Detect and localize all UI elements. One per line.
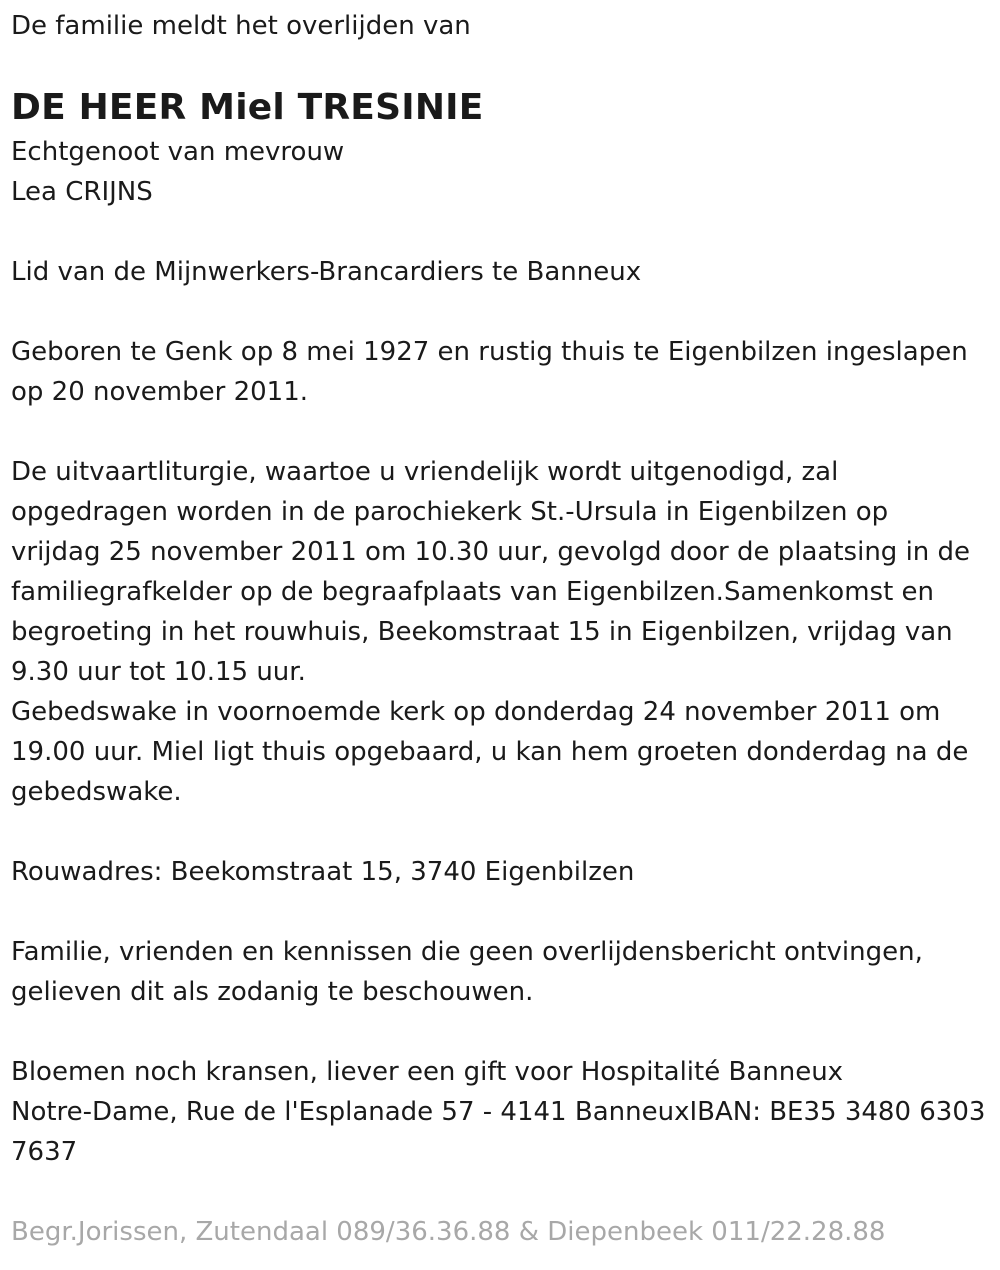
paragraph-line: 7637 xyxy=(11,1137,78,1167)
death-announcement xyxy=(11,0,996,1252)
spacer xyxy=(11,292,996,332)
undertaker-contact: Begr.Jorissen, Zutendaal 089/36.36.88 & Diepenbeek 011/22.28.88 xyxy=(11,1217,886,1247)
paragraph-line: De uitvaartliturgie, waartoe u vriendelijk wordt uitgenodigd, zal xyxy=(11,457,839,487)
spacer xyxy=(11,892,996,932)
paragraph-line: Geboren te Genk op 8 mei 1927 en rustig thuis te Eigenbilzen ingeslapen xyxy=(11,337,968,367)
spacer xyxy=(11,1172,996,1212)
spouse-block xyxy=(11,132,996,212)
donation-paragraph xyxy=(11,1052,996,1172)
notice-paragraph xyxy=(11,932,996,1012)
spacer xyxy=(11,412,996,452)
mourning-address: Rouwadres: Beekomstraat 15, 3740 Eigenbilzen xyxy=(11,857,635,887)
intro-text: De familie meldt het overlijden van xyxy=(11,11,471,41)
funeral-paragraph xyxy=(11,452,996,812)
spacer xyxy=(11,812,996,852)
paragraph-line: 9.30 uur tot 10.15 uur. xyxy=(11,657,306,687)
paragraph-line: vrijdag 25 november 2011 om 10.30 uur, gevolgd door de plaatsing in de xyxy=(11,537,971,567)
paragraph-line: familiegrafkelder op de begraafplaats van Eigenbilzen.Samenkomst en xyxy=(11,577,935,607)
paragraph-line: gelieven dit als zodanig te beschouwen. xyxy=(11,977,534,1007)
paragraph-line: opgedragen worden in de parochiekerk St.-Ursula in Eigenbilzen op xyxy=(11,497,889,527)
deceased-name: DE HEER Miel TRESINIE xyxy=(11,87,484,128)
paragraph-line: gebedswake. xyxy=(11,777,182,807)
paragraph-line: op 20 november 2011. xyxy=(11,377,309,407)
membership-text: Lid van de Mijnwerkers-Brancardiers te Banneux xyxy=(11,257,642,287)
birth-death-paragraph xyxy=(11,332,996,412)
paragraph-line: 19.00 uur. Miel ligt thuis opgebaard, u kan hem groeten donderdag na de xyxy=(11,737,969,767)
paragraph-line: Notre-Dame, Rue de l'Esplanade 57 - 4141 BanneuxIBAN: BE35 3480 6303 xyxy=(11,1097,986,1127)
spacer xyxy=(11,212,996,252)
paragraph-line: begroeting in het rouwhuis, Beekomstraat 15 in Eigenbilzen, vrijdag van xyxy=(11,617,953,647)
spouse-line: Echtgenoot van mevrouw xyxy=(11,137,345,167)
paragraph-line: Gebedswake in voornoemde kerk op donderdag 24 november 2011 om xyxy=(11,697,941,727)
paragraph-line: Bloemen noch kransen, liever een gift voor Hospitalité Banneux xyxy=(11,1057,844,1087)
spacer xyxy=(11,1012,996,1052)
spouse-name: Lea CRIJNS xyxy=(11,177,153,207)
paragraph-line: Familie, vrienden en kennissen die geen overlijdensbericht ontvingen, xyxy=(11,937,923,967)
